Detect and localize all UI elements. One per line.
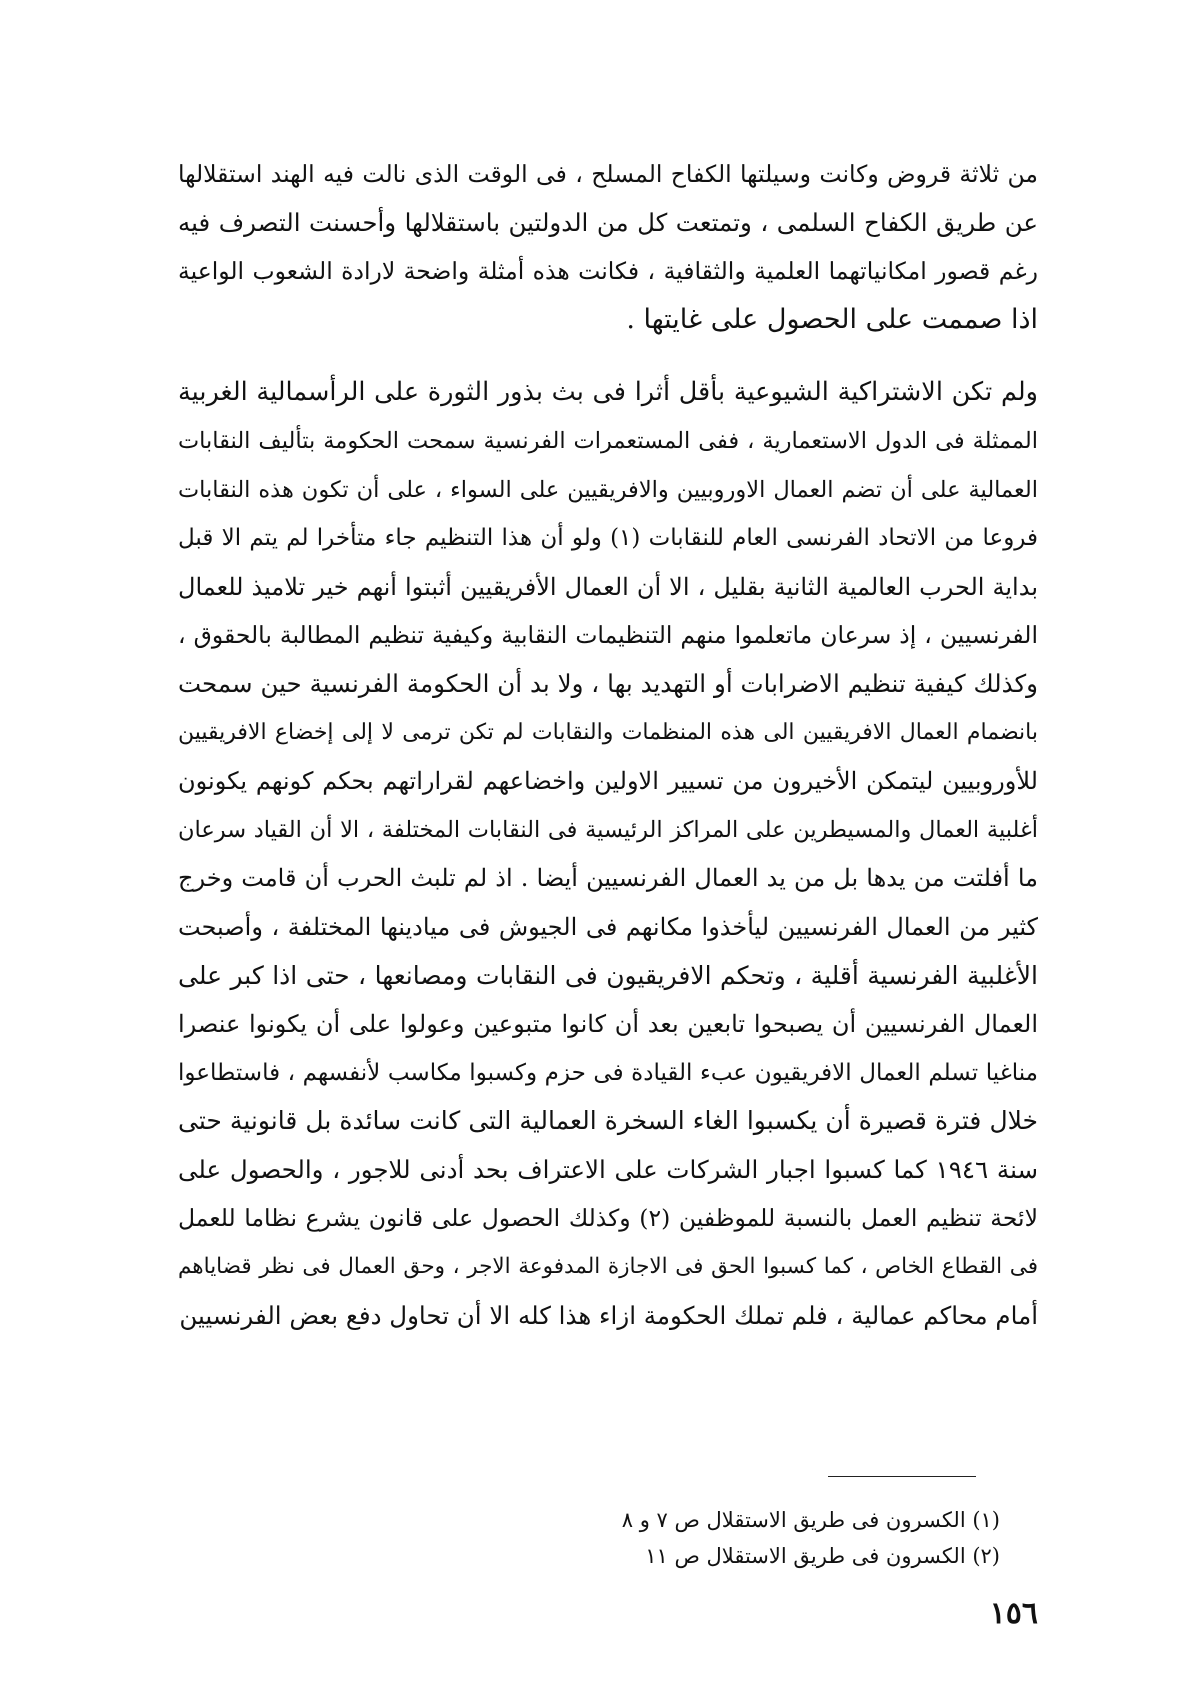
text-line: كثير من العمال الفرنسيين ليأخذوا مكانهم فى الجيوش فى ميادينها المختلفة ، وأصبحت [178,912,1038,941]
text-line: فروعا من الاتحاد الفرنسى العام للنقابات (١) ولو أن هذا التنظيم جاء متأخرا لم يتم الا قبل [178,525,1038,552]
text-line: ما أفلتت من يدها بل من يد العمال الفرنسيين أيضا . اذ لم تلبث الحرب أن قامت وخرج [178,864,1038,893]
footnote-2: (٢) الكسرون فى طريق الاستقلال ص ١١ [645,1544,1000,1568]
text-line: لائحة تنظيم العمل بالنسبة للموظفين (٢) وكذلك الحصول على قانون يشرع نظاما للعمل [178,1204,1038,1233]
footnotes [622,1502,1000,1574]
text-line: للأوروبيين ليتمكن الأخيرون من تسيير الاولين واخضاعهم لقراراتهم بحكم كونهم يكونون [178,767,1038,796]
text-line: مناغيا تسلم العمال الافريقيون عبء القيادة فى حزم وكسبوا مكاسب لأنفسهم ، فاستطاعوا [178,1059,1038,1086]
page-body [178,150,1038,1340]
text-line: من ثلاثة قروض وكانت وسيلتها الكفاح المسلح ، فى الوقت الذى نالت فيه الهند استقلالها [178,160,1038,188]
paragraph-1 [178,150,1038,344]
text-line: رغم قصور امكانياتهما العلمية والثقافية ، فكانت هذه أمثلة واضحة لارادة الشعوب الواعية [178,257,1038,286]
text-line: العمال الفرنسيين أن يصبحوا تابعين بعد أن كانوا متبوعين وعولوا على أن يكونوا عنصرا [178,1010,1038,1039]
text-line: الفرنسيين ، إذ سرعان ماتعلموا منهم التنظيمات النقابية وكيفية تنظيم المطالبة بالحقوق ، [178,621,1038,650]
paragraph-2 [178,368,1038,1340]
text-line: الممثلة فى الدول الاستعمارية ، ففى المستعمرات الفرنسية سمحت الحكومة بتأليف النقابات [178,427,1038,454]
text-line: أغلبية العمال والمسيطرين على المراكز الرئيسية فى النقابات المختلفة ، الا أن القياد سرعان [178,816,1038,843]
text-line: بانضمام العمال الافريقيين الى هذه المنظمات والنقابات لم تكن ترمى لا إلى إخضاع الافريقيين [178,719,1038,745]
text-line: سنة ١٩٤٦ كما كسبوا اجبار الشركات على الاعتراف بحد أدنى للاجور ، والحصول على [178,1154,1038,1184]
text-line: خلال فترة قصيرة أن يكسبوا الغاء السخرة العمالية التى كانت سائدة بل قانونية حتى [178,1106,1038,1136]
text-line: فى القطاع الخاص ، كما كسبوا الحق فى الاجازة المدفوعة الاجر ، وحق العمال فى نظر قضاياهم [178,1254,1038,1280]
text-line: أمام محاكم عمالية ، فلم تملك الحكومة ازاء هذا كله الا أن تحاول دفع بعض الفرنسيين [179,1300,1038,1330]
footnote-divider [828,1476,976,1477]
page-number: ١٥٦ [989,1596,1038,1631]
text-line: بداية الحرب العالمية الثانية بقليل ، الا أن العمال الأفريقيين أثبتوا أنهم خير تلاميذ للعمال [178,572,1038,601]
text-line: الأغلبية الفرنسية أقلية ، وتحكم الافريقيون فى النقابات ومصانعها ، حتى اذا كبر على [178,960,1038,990]
text-line: العمالية على أن تضم العمال الاوروبيين والافريقيين على السواء ، على أن تكون هذه النقابات [178,476,1038,503]
footnote-1: (١) الكسرون فى طريق الاستقلال ص ٧ و ٨ [621,1508,1000,1532]
text-line: ولم تكن الاشتراكية الشيوعية بأقل أثرا فى بث بذور الثورة على الرأسمالية الغربية [178,377,1038,408]
text-line: عن طريق الكفاح السلمى ، وتمتعت كل من الدولتين باستقلالها وأحسنت التصرف فيه [178,207,1038,237]
text-line: وكذلك كيفية تنظيم الاضرابات أو التهديد بها ، ولا بد أن الحكومة الفرنسية حين سمحت [178,668,1038,698]
text-line: اذا صممت على الحصول على غايتها . [626,303,1038,335]
